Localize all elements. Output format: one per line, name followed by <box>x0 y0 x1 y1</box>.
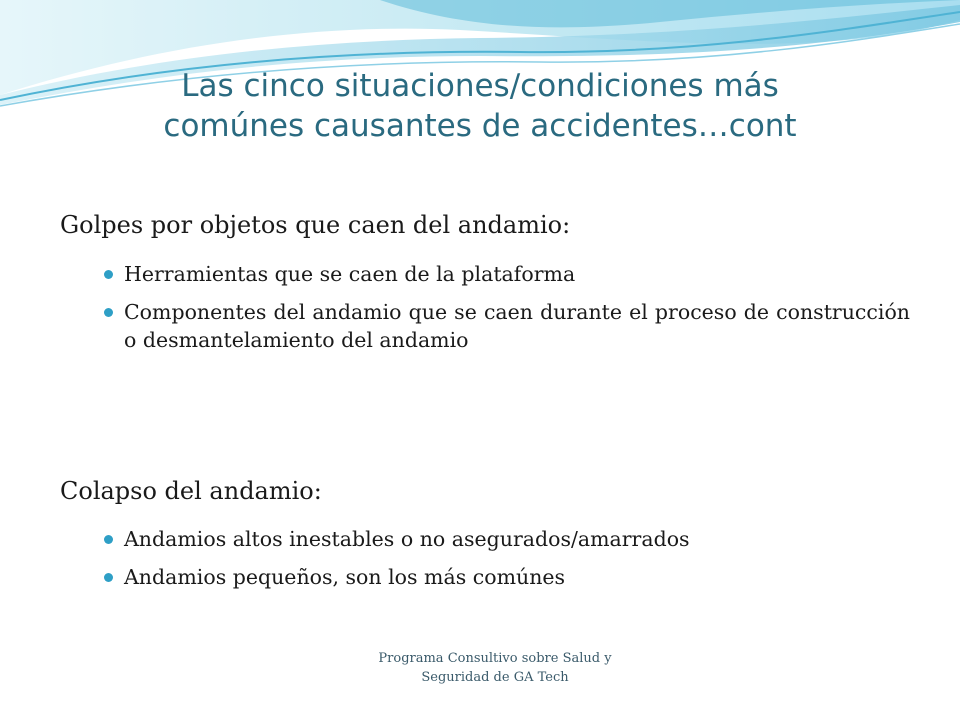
bullet-text: Herramientas que se caen de la plataforma <box>124 262 576 286</box>
footer-line-1: Programa Consultivo sobre Salud y <box>378 651 612 666</box>
slide-title-line-2: comúnes causantes de accidentes…cont <box>163 108 797 144</box>
bullet-text: Andamios altos inestables o no asegurados/amarrados <box>124 527 690 551</box>
list-item <box>104 525 910 553</box>
bullet-text: Componentes del andamio que se caen durante el proceso de construcción o desmantelamiento del andamio <box>124 300 910 352</box>
bullet-dot-icon <box>104 535 113 544</box>
bullet-dot-icon <box>104 270 113 279</box>
section-heading-falling-objects: Golpes por objetos que caen del andamio: <box>60 211 571 239</box>
slide-title-line-1: Las cinco situaciones/condiciones más <box>181 68 779 104</box>
list-item <box>104 563 910 591</box>
list-item <box>104 298 910 354</box>
slide-title <box>60 66 900 146</box>
list-item <box>104 260 910 288</box>
section-heading-scaffold-collapse: Colapso del andamio: <box>60 477 322 505</box>
bullet-list-falling-objects <box>104 260 910 364</box>
bullet-dot-icon <box>104 308 113 317</box>
bullet-list-scaffold-collapse <box>104 525 910 601</box>
footer-credit <box>340 649 650 687</box>
footer-line-2: Seguridad de GA Tech <box>421 670 569 685</box>
bullet-dot-icon <box>104 573 113 582</box>
bullet-text: Andamios pequeños, son los más comúnes <box>124 565 566 589</box>
